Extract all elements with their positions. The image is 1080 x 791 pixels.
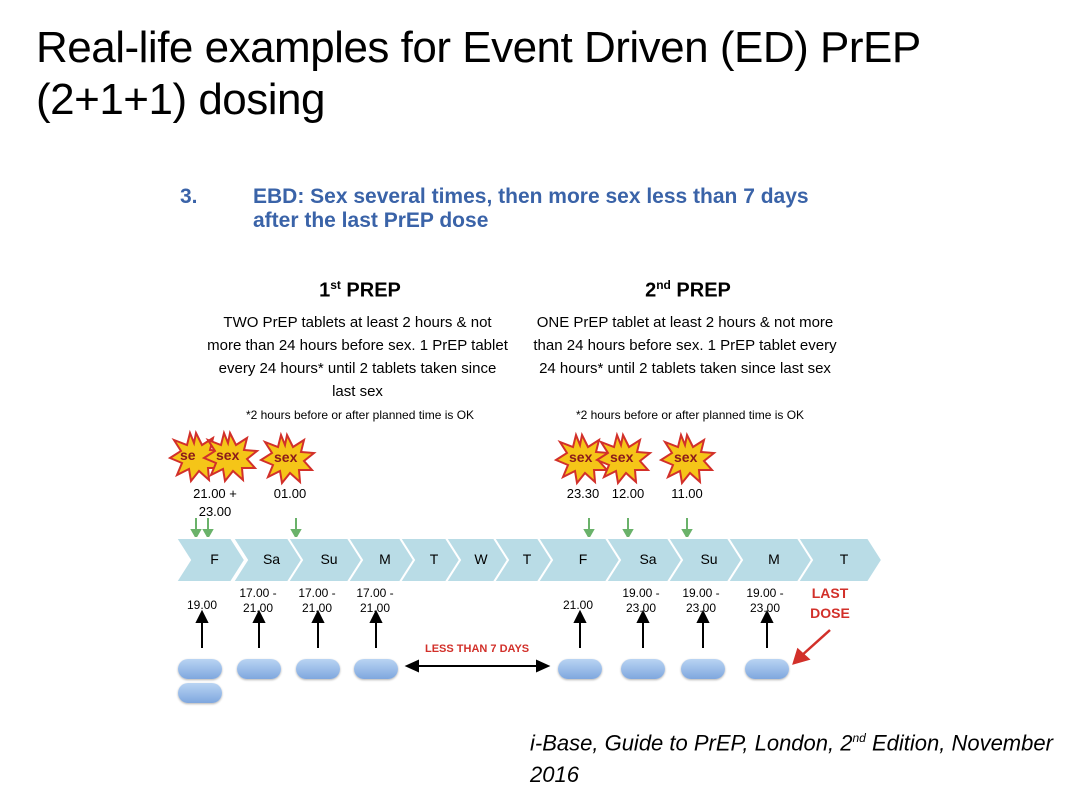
dose-time: 17.00 - 21.00: [356, 586, 394, 615]
pill-icon: [558, 659, 602, 679]
prep2-note: *2 hours before or after planned time is OK: [575, 408, 805, 422]
day-label: T: [839, 551, 849, 567]
green-arrows: [192, 518, 691, 537]
pill-icon: [178, 683, 222, 703]
pill-icon: [237, 659, 281, 679]
day-label: T: [429, 551, 439, 567]
sex-label: sex: [674, 449, 698, 465]
citation: i-Base, Guide to PrEP, London, 2nd Edition, November 2016: [530, 730, 1053, 788]
prep1-description: TWO PrEP tablets at least 2 hours & not more than 24 hours before sex. 1 PrEP tablet every 24 hours* until 2 tablets taken since last sex: [207, 314, 508, 400]
last-dose-arrow: [794, 630, 830, 663]
day-label: Su: [700, 551, 718, 567]
sex-label: sex: [216, 447, 240, 463]
sex-time: 11.00: [671, 486, 703, 501]
sex-label: se: [180, 447, 196, 463]
pill-icon: [354, 659, 398, 679]
dose-time: 21.00: [562, 598, 594, 612]
dose-time: 19.00 - 23.00: [682, 586, 720, 615]
day-label: M: [379, 551, 391, 567]
sex-label: sex: [569, 449, 593, 465]
sex-time: 23.30: [566, 486, 600, 501]
pill-icon: [178, 659, 222, 679]
sex-label: sex: [274, 449, 298, 465]
day-label: W: [474, 551, 488, 567]
last-dose-label: LAST DOSE: [810, 585, 850, 621]
sex-time: 12.00: [611, 486, 645, 501]
scenario-text: EBD: Sex several times, then more sex less than 7 days after the last PrEP dose: [253, 185, 809, 232]
day-label: F: [210, 551, 219, 567]
pill-icon: [296, 659, 340, 679]
day-label: Sa: [639, 551, 657, 567]
prep1-note: *2 hours before or after planned time is OK: [245, 408, 475, 422]
less-than-7-days-label: LESS THAN 7 DAYS: [425, 643, 530, 655]
day-label: Sa: [262, 551, 281, 567]
slide-title: Real-life examples for Event Driven (ED) PrEP (2+1+1) dosing: [36, 23, 920, 124]
pill-icon: [621, 659, 665, 679]
day-label: T: [522, 551, 532, 567]
scenario-number: 3.: [180, 185, 198, 208]
day-label: Su: [320, 551, 338, 567]
prep2-description: ONE PrEP tablet at least 2 hours & not more than 24 hours before sex. 1 PrEP tablet every 24 hours* until 2 tablets taken since last sex: [533, 314, 837, 377]
dose-time: 17.00 - 21.00: [239, 586, 277, 615]
prep1-heading: 1st PREP: [319, 278, 401, 302]
dose-time: 17.00 - 21.00: [298, 586, 336, 615]
dose-time: 19.00: [186, 598, 218, 612]
sex-label: sex: [610, 449, 634, 465]
dose-time: 19.00 - 23.00: [746, 586, 784, 615]
pill-icon: [681, 659, 725, 679]
prep2-heading: 2nd PREP: [645, 278, 731, 302]
pill-icon: [745, 659, 789, 679]
dose-time: 19.00 - 23.00: [622, 586, 660, 615]
sex-time: 21.00 + 23.00: [193, 486, 237, 519]
day-label: M: [768, 551, 780, 567]
sex-time: 01.00: [273, 486, 307, 501]
day-label: F: [578, 551, 588, 567]
